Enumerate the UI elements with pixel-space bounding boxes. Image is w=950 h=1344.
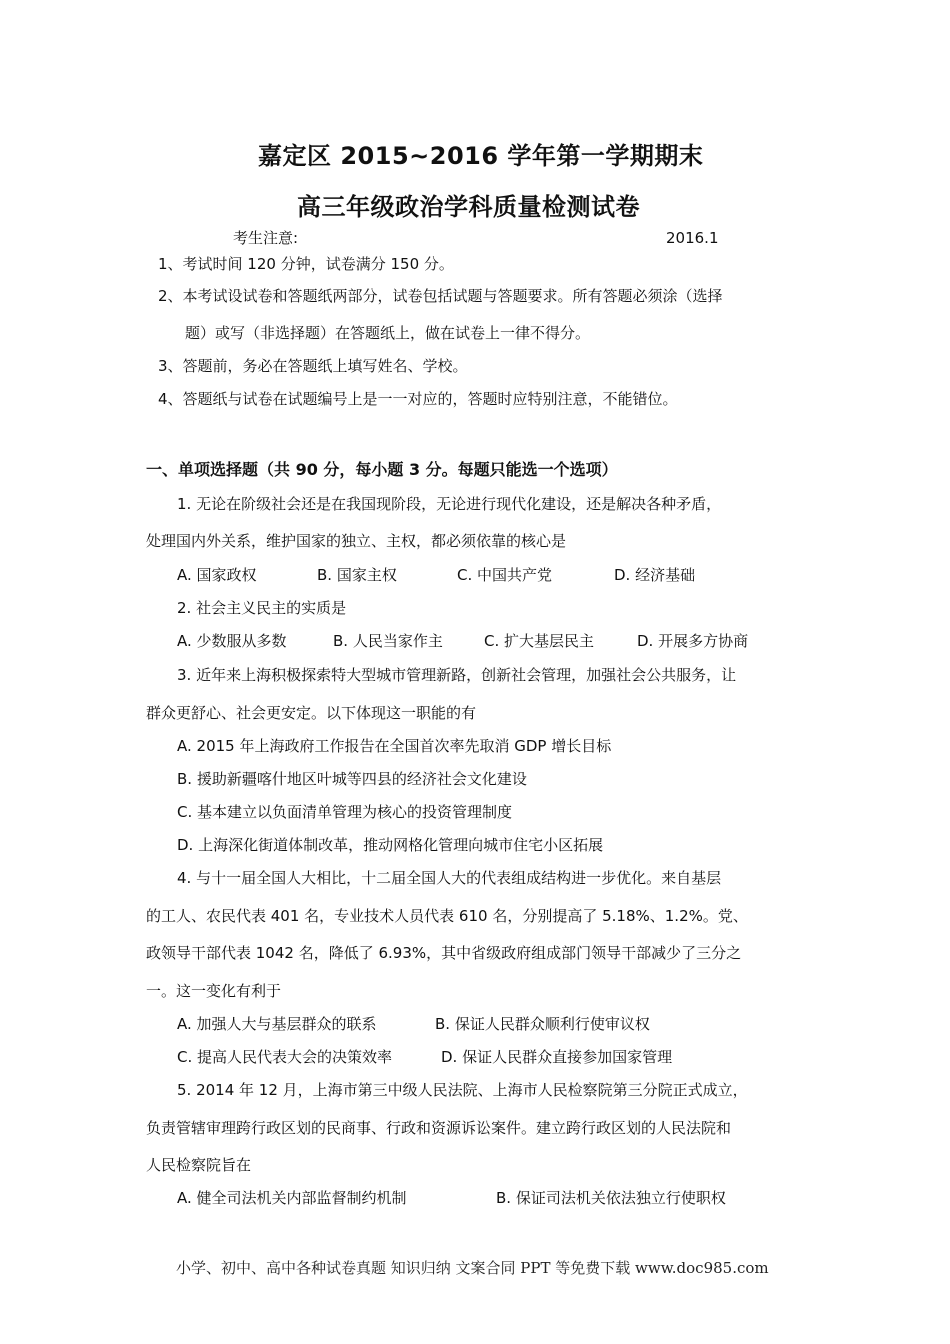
question-4-line3: 政领导干部代表 1042 名，降低了 6.93%，其中省级政府组成部门领导干部减少了三分之 bbox=[146, 944, 742, 962]
question-1-line2: 处理国内外关系，维护国家的独立、主权，都必须依靠的核心是 bbox=[146, 532, 567, 550]
exam-title-line1: 嘉定区 2015~2016 学年第一学期期末 bbox=[258, 142, 704, 170]
notice-item-1: 1、考试时间 120 分钟，试卷满分 150 分。 bbox=[158, 255, 454, 273]
question-1-option-d: D. 经济基础 bbox=[614, 566, 696, 584]
question-4-line2: 的工人、农民代表 401 名，专业技术人员代表 610 名，分别提高了 5.18%、1.2%。党、 bbox=[146, 907, 748, 925]
question-5-option-a: A. 健全司法机关内部监督制约机制 bbox=[177, 1189, 407, 1207]
question-4-option-a: A. 加强人大与基层群众的联系 bbox=[177, 1015, 377, 1033]
question-2-option-c: C. 扩大基层民主 bbox=[484, 632, 595, 650]
notice-item-2-cont: 题）或写（非选择题）在答题纸上，做在试卷上一律不得分。 bbox=[185, 324, 591, 342]
question-4-line4: 一。这一变化有利于 bbox=[146, 982, 282, 1000]
notice-item-3: 3、答题前，务必在答题纸上填写姓名、学校。 bbox=[158, 357, 468, 375]
question-5-option-b: B. 保证司法机关依法独立行使职权 bbox=[496, 1189, 726, 1207]
section-heading: 一、单项选择题（共 90 分，每小题 3 分。每题只能选一个选项） bbox=[146, 460, 618, 479]
question-3-option-b: B. 援助新疆喀什地区叶城等四县的经济社会文化建设 bbox=[177, 770, 527, 788]
page-footer: 小学、初中、高中各种试卷真题 知识归纳 文案合同 PPT 等免费下载 www.doc985.com bbox=[176, 1259, 769, 1277]
question-2-option-b: B. 人民当家作主 bbox=[333, 632, 443, 650]
question-4-option-b: B. 保证人民群众顺利行使审议权 bbox=[435, 1015, 650, 1033]
question-4-option-c: C. 提高人民代表大会的决策效率 bbox=[177, 1048, 393, 1066]
exam-title-line2: 高三年级政治学科质量检测试卷 bbox=[297, 193, 640, 221]
question-1-option-a: A. 国家政权 bbox=[177, 566, 257, 584]
question-3-option-c: C. 基本建立以负面清单管理为核心的投资管理制度 bbox=[177, 803, 513, 821]
question-2-option-a: A. 少数服从多数 bbox=[177, 632, 287, 650]
question-4-option-d: D. 保证人民群众直接参加国家管理 bbox=[441, 1048, 673, 1066]
notice-label: 考生注意: bbox=[233, 229, 299, 247]
question-2-option-d: D. 开展多方协商 bbox=[637, 632, 749, 650]
notice-item-2: 2、本考试设试卷和答题纸两部分，试卷包括试题与答题要求。所有答题必须涂（选择 bbox=[158, 287, 723, 305]
question-1-line1: 1. 无论在阶级社会还是在我国现阶段，无论进行现代化建设，还是解决各种矛盾， bbox=[177, 495, 722, 513]
question-5-line2: 负责管辖审理跨行政区划的民商事、行政和资源诉讼案件。建立跨行政区划的人民法院和 bbox=[146, 1119, 732, 1137]
question-1-option-c: C. 中国共产党 bbox=[457, 566, 553, 584]
notice-item-4: 4、答题纸与试卷在试题编号上是一一对应的，答题时应特别注意，不能错位。 bbox=[158, 390, 678, 408]
question-2-line1: 2. 社会主义民主的实质是 bbox=[177, 599, 347, 617]
question-5-line1: 5. 2014 年 12 月，上海市第三中级人民法院、上海市人民检察院第三分院正式成立， bbox=[177, 1081, 748, 1099]
question-4-line1: 4. 与十一届全国人大相比，十二届全国人大的代表组成结构进一步优化。来自基层 bbox=[177, 869, 722, 887]
question-3-line1: 3. 近年来上海积极探索特大型城市管理新路，创新社会管理，加强社会公共服务，让 bbox=[177, 666, 737, 684]
question-3-option-d: D. 上海深化街道体制改革，推动网格化管理向城市住宅小区拓展 bbox=[177, 836, 604, 854]
question-3-option-a: A. 2015 年上海政府工作报告在全国首次率先取消 GDP 增长目标 bbox=[177, 737, 612, 755]
exam-date: 2016.1 bbox=[666, 229, 719, 247]
question-3-line2: 群众更舒心、社会更安定。以下体现这一职能的有 bbox=[146, 704, 477, 722]
question-5-line3: 人民检察院旨在 bbox=[146, 1156, 252, 1174]
question-1-option-b: B. 国家主权 bbox=[317, 566, 397, 584]
